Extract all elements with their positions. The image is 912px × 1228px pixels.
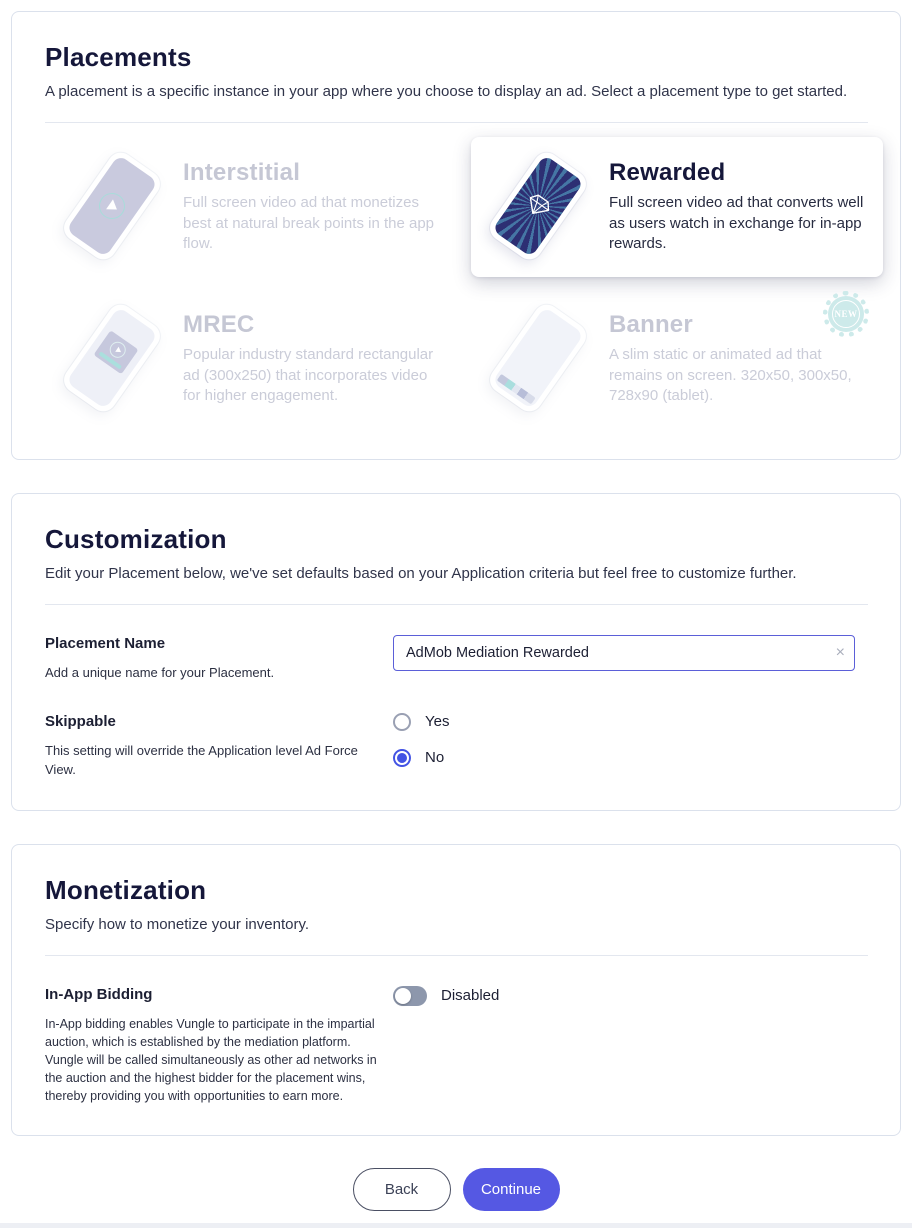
placement-option-description: Full screen video ad that converts well as users watch in exchange for in-app rewards.	[609, 193, 864, 253]
placement-option-description: A slim static or animated ad that remains on screen. 320x50, 300x50, 728x90 (tablet).	[609, 345, 852, 405]
skippable-option-yes[interactable]	[393, 713, 868, 731]
page-bottom-edge	[0, 1223, 912, 1228]
in-app-bidding-label: In-App Bidding	[45, 985, 153, 1003]
skippable-help: This setting will override the Application level Ad Force View.	[45, 742, 358, 777]
radio-unchecked-icon[interactable]	[393, 713, 411, 731]
new-badge-label: NEW	[834, 309, 858, 319]
continue-button[interactable]: Continue	[463, 1168, 560, 1211]
back-button[interactable]: Back	[353, 1168, 451, 1211]
in-app-bidding-help: In-App bidding enables Vungle to participate in the impartial auction, which is established by the mediation platform. Vungle will be called simultaneously as other ad networks in the auction and the highest bidder for the placement wins, thereby providing you with opportunities to earn more.	[45, 1016, 377, 1104]
monetization-card	[11, 844, 901, 1137]
section-divider	[45, 122, 868, 123]
placement-option-banner[interactable]	[471, 289, 883, 429]
play-icon	[94, 188, 130, 224]
banner-ad-strip	[497, 374, 536, 405]
placement-name-help: Add a unique name for your Placement.	[45, 665, 275, 680]
customization-title: Customization	[45, 524, 227, 554]
placement-type-grid	[45, 137, 868, 429]
radio-label: No	[425, 749, 445, 767]
monetization-title: Monetization	[45, 874, 207, 905]
clear-input-icon[interactable]: ×	[835, 644, 845, 661]
placements-title: Placements	[45, 42, 192, 72]
skippable-option-no[interactable]	[393, 749, 868, 767]
placement-option-description: Full screen video ad that monetizes best at natural break points in the app flow.	[183, 193, 435, 253]
placement-name-label: Placement Name	[45, 635, 166, 652]
placement-option-title: Banner	[609, 310, 693, 338]
radio-checked-icon[interactable]	[393, 749, 411, 767]
customization-subtitle: Edit your Placement below, we've set defaults based on your Application criteria but feel free to customize further.	[45, 565, 797, 582]
banner-phone-icon	[483, 303, 595, 415]
placement-option-title: MREC	[183, 310, 255, 338]
placement-option-title: Rewarded	[609, 158, 726, 186]
placement-option-title: Interstitial	[183, 158, 301, 186]
gem-icon	[521, 190, 555, 223]
radio-label: Yes	[425, 713, 450, 731]
skippable-row	[45, 713, 868, 780]
interstitial-phone-icon	[57, 151, 169, 263]
in-app-bidding-row	[45, 986, 868, 1106]
placement-option-description: Popular industry standard rectangular ad (300x250) that incorporates video for higher engagement.	[183, 345, 434, 405]
footer-actions	[0, 1168, 912, 1219]
placement-name-input[interactable]	[393, 635, 855, 671]
customization-card	[11, 493, 901, 811]
placement-option-interstitial[interactable]	[45, 137, 457, 277]
placements-card	[11, 11, 901, 460]
new-badge-icon	[823, 291, 869, 337]
section-divider	[45, 955, 868, 956]
toggle-knob	[395, 988, 411, 1004]
skippable-label: Skippable	[45, 712, 116, 730]
section-divider	[45, 604, 868, 605]
placement-option-mrec[interactable]	[45, 289, 457, 429]
monetization-subtitle: Specify how to monetize your inventory.	[45, 915, 310, 933]
in-app-bidding-toggle[interactable]	[393, 986, 427, 1006]
rewarded-phone-icon	[483, 151, 595, 263]
in-app-bidding-state: Disabled	[441, 987, 500, 1005]
mrec-phone-icon	[57, 303, 169, 415]
placements-subtitle: A placement is a specific instance in your app where you choose to display an ad. Select a placement type to get started.	[45, 83, 848, 100]
placement-name-row	[45, 635, 868, 683]
placement-option-rewarded[interactable]	[471, 137, 883, 277]
